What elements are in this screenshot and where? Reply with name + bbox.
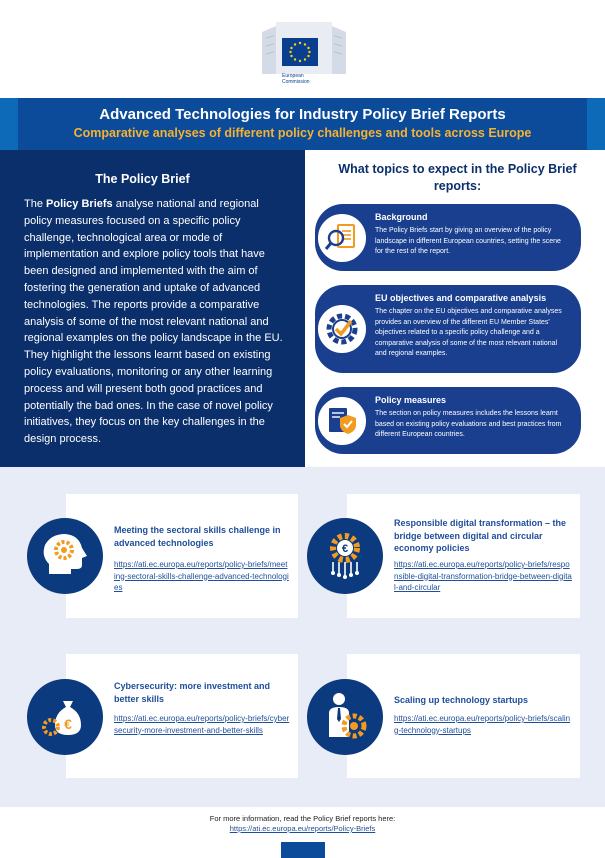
report-title: Cybersecurity: more investment and better skills <box>114 681 271 704</box>
topic-title: EU objectives and comparative analysis <box>375 293 547 303</box>
svg-text:€: € <box>341 543 349 555</box>
topic-eu-objectives <box>315 285 581 373</box>
topic-policy-measures <box>315 387 581 454</box>
report-title: Scaling up technology startups <box>394 695 529 705</box>
gear-check-icon <box>315 302 369 356</box>
report-title: Responsible digital transformation – the bridge between digital and circular economy policies <box>394 518 567 553</box>
topic-description: The chapter on the EU objectives and comparative analyses provides an overview of the different EU Member States' objectives related to a specific policy challenge and a comparative analysis of some of the most relevant national and regional examples. <box>375 308 562 357</box>
topic-description: The Policy Briefs start by giving an overview of the policy landscape in different European countries, setting the scene for the rest of the report. <box>375 227 561 255</box>
page-subtitle: Comparative analyses of different policy challenges and tools across Europe <box>73 126 532 140</box>
report-link[interactable]: https://ati.ec.europa.eu/reports/policy-briefs/cybersecurity-more-investment-and-better-skills <box>114 714 290 735</box>
topic-description: The section on policy measures includes the lessons learnt based on existing policy evaluations and best practices from different European countries. <box>375 410 562 438</box>
topics-heading-text: What topics to expect in the Policy Brief reports: <box>338 162 577 193</box>
footer-link[interactable]: https://ati.ec.europa.eu/reports/Policy-Briefs <box>229 824 376 833</box>
policy-brief-bold: Policy Briefs <box>46 198 113 210</box>
head-gears-icon <box>27 518 103 594</box>
policy-brief-lead: The <box>24 198 47 210</box>
euro-gear-circuit-icon <box>307 518 383 594</box>
commission-building-icon <box>262 22 346 74</box>
policy-brief-body: analyse national and regional policy measures focused on a specific policy challenge, technological area or mode of implementation and explore policy tools that have been designed and implemented with the aim of fostering the generation and uptake of advanced technologies. The reports provide a comparative analysis of some of the most relevant national and regional examples on the policy landscape in the EU. They highlight the lessons learnt based on existing policy evaluations, monitoring or any other learning process and will present both good practices and potentially the bad ones. In the case of novel policy initiatives, they focus on the key challenges in the design process. <box>24 198 283 446</box>
report-title: Meeting the sectoral skills challenge in advanced technologies <box>114 525 281 548</box>
footer-bar <box>281 842 325 858</box>
page-title: Advanced Technologies for Industry Policy Brief Reports <box>99 106 506 123</box>
ec-logo-text: European Commission <box>282 73 310 85</box>
topic-title: Background <box>375 212 428 222</box>
svg-text:€: € <box>64 716 72 732</box>
policy-brief-heading: The Policy Brief <box>95 172 190 186</box>
report-link[interactable]: https://ati.ec.europa.eu/reports/policy-briefs/scaling-technology-startups <box>394 714 571 735</box>
policy-brief-text <box>24 196 286 448</box>
topics-heading <box>330 161 585 195</box>
magnifier-document-icon <box>315 211 369 265</box>
businessman-gear-icon <box>307 679 383 755</box>
report-link[interactable]: https://ati.ec.europa.eu/reports/policy-briefs/responsible-digital-transformation-bridge-between-digital-and-circular <box>394 560 572 592</box>
report-link[interactable]: https://ati.ec.europa.eu/reports/policy-briefs/meeting-sectoral-skills-challenge-advanced-technologies <box>114 560 289 592</box>
topic-title: Policy measures <box>375 395 447 405</box>
ec-logo <box>262 22 346 74</box>
topic-background <box>315 204 581 271</box>
document-shield-icon <box>315 394 369 448</box>
money-bag-gear-icon <box>27 679 103 755</box>
footer-text: For more information, read the Policy Brief reports here: <box>209 814 396 823</box>
